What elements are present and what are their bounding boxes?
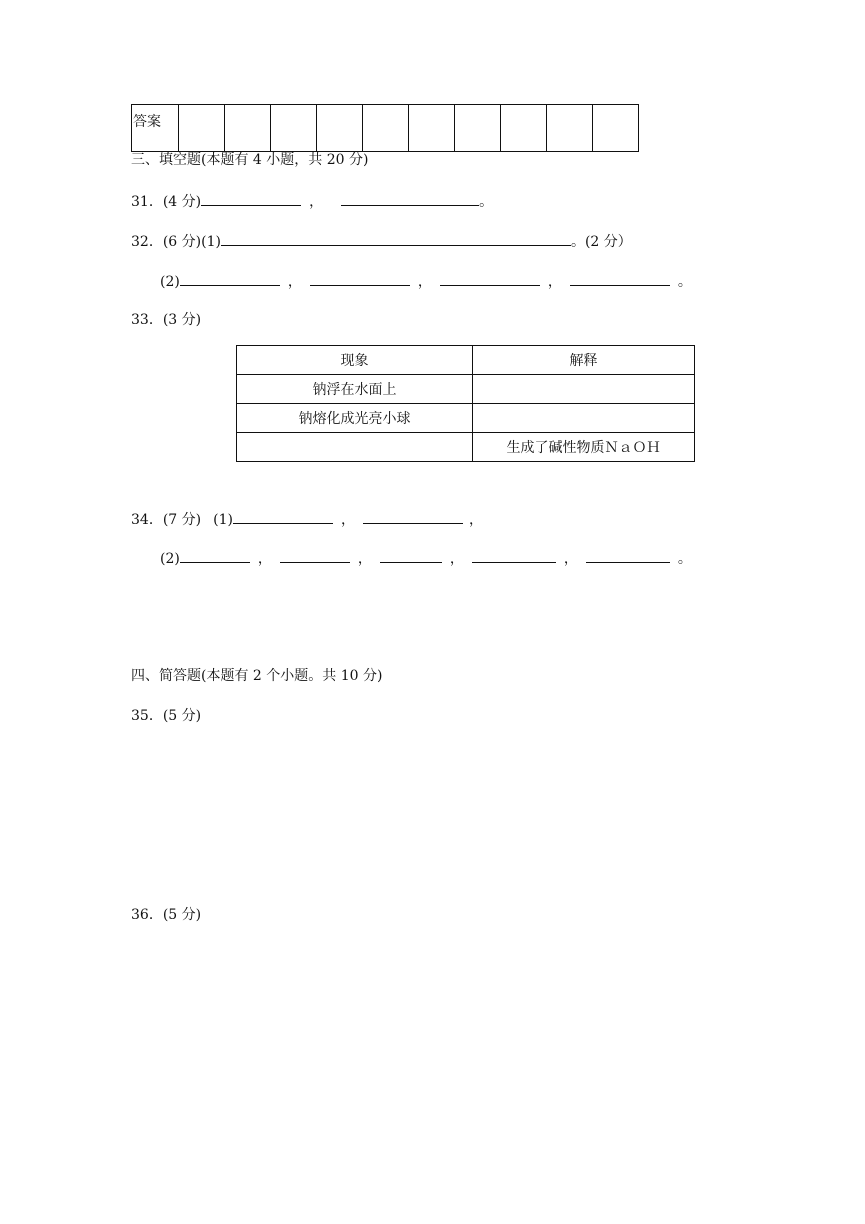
q32-part2-label: (2) xyxy=(160,274,180,290)
q34-line-1 xyxy=(131,509,483,529)
q31-blank-2[interactable] xyxy=(341,191,479,206)
phenomenon-table xyxy=(236,345,695,462)
q32-sep: ， xyxy=(417,274,432,290)
section4-heading: 四、简答题(本题有 2 个小题。共 10 分) xyxy=(131,668,383,684)
q34-sep: ， xyxy=(257,551,272,567)
table-header-phenomenon: 现象 xyxy=(237,346,473,375)
q31-sep: ， xyxy=(309,194,324,210)
answer-label: 答案 xyxy=(132,105,179,152)
q34-sep: ， xyxy=(563,551,578,567)
answer-cell[interactable] xyxy=(547,105,593,152)
q32-end: 。 xyxy=(677,274,692,290)
q31-label: 31．(4 分) xyxy=(131,194,202,210)
q32-sep: ， xyxy=(547,274,562,290)
q31-line xyxy=(131,191,493,211)
table-cell: 生成了碱性物质ＮａＯＨ xyxy=(473,433,695,462)
q31-end: 。 xyxy=(479,194,494,210)
answer-grid xyxy=(131,104,639,152)
q35-label: 35．(5 分) xyxy=(131,708,202,724)
q34-end: 。 xyxy=(677,551,692,567)
q34-blank-1[interactable] xyxy=(233,509,333,524)
q34-sep: ， xyxy=(340,512,355,528)
q32-sep: ， xyxy=(287,274,302,290)
q32-line-2 xyxy=(160,271,692,291)
answer-cell[interactable] xyxy=(179,105,225,152)
q34-blank-5[interactable] xyxy=(380,548,442,563)
section3-heading: 三、填空题(本题有 4 小题，共 20 分) xyxy=(131,152,369,168)
table-cell[interactable] xyxy=(237,433,473,462)
q32-part1-end: 。(2 分） xyxy=(570,234,632,250)
answer-cell[interactable] xyxy=(455,105,501,152)
q33-label: 33．(3 分) xyxy=(131,312,202,328)
table-cell[interactable] xyxy=(473,404,695,433)
answer-cell[interactable] xyxy=(363,105,409,152)
answer-cell[interactable] xyxy=(225,105,271,152)
q34-label: 34．(7 分) xyxy=(131,512,202,528)
q34-blank-7[interactable] xyxy=(586,548,670,563)
answer-cell[interactable] xyxy=(501,105,547,152)
table-row xyxy=(237,375,695,404)
q34-sep: ， xyxy=(449,551,464,567)
table-cell[interactable] xyxy=(473,375,695,404)
answer-row xyxy=(132,105,639,152)
answer-cell[interactable] xyxy=(409,105,455,152)
q34-blank-2[interactable] xyxy=(363,509,463,524)
answer-cell[interactable] xyxy=(317,105,363,152)
q34-part2-label: (2) xyxy=(160,551,180,567)
table-cell: 钠熔化成光亮小球 xyxy=(237,404,473,433)
q34-blank-4[interactable] xyxy=(280,548,350,563)
q32-blank-2[interactable] xyxy=(180,271,280,286)
q32-blank-3[interactable] xyxy=(310,271,410,286)
q32-blank-1[interactable] xyxy=(221,231,571,246)
table-cell: 钠浮在水面上 xyxy=(237,375,473,404)
answer-cell[interactable] xyxy=(271,105,317,152)
table-header-explanation: 解释 xyxy=(473,346,695,375)
q32-part1-label: (1) xyxy=(201,234,221,250)
q34-line-2 xyxy=(160,548,692,568)
table-header-row xyxy=(237,346,695,375)
q36-label: 36．(5 分) xyxy=(131,907,202,923)
answer-cell[interactable] xyxy=(593,105,639,152)
q34-part1-label: (1) xyxy=(213,512,233,528)
q34-blank-3[interactable] xyxy=(180,548,250,563)
q34-blank-6[interactable] xyxy=(472,548,556,563)
table-row xyxy=(237,404,695,433)
q34-sep: ， xyxy=(357,551,372,567)
q32-blank-4[interactable] xyxy=(440,271,540,286)
q32-line-1 xyxy=(131,231,632,251)
table-row xyxy=(237,433,695,462)
q34-sep: ， xyxy=(468,512,483,528)
q32-blank-5[interactable] xyxy=(570,271,670,286)
q31-blank-1[interactable] xyxy=(201,191,301,206)
q32-label: 32．(6 分) xyxy=(131,234,202,250)
